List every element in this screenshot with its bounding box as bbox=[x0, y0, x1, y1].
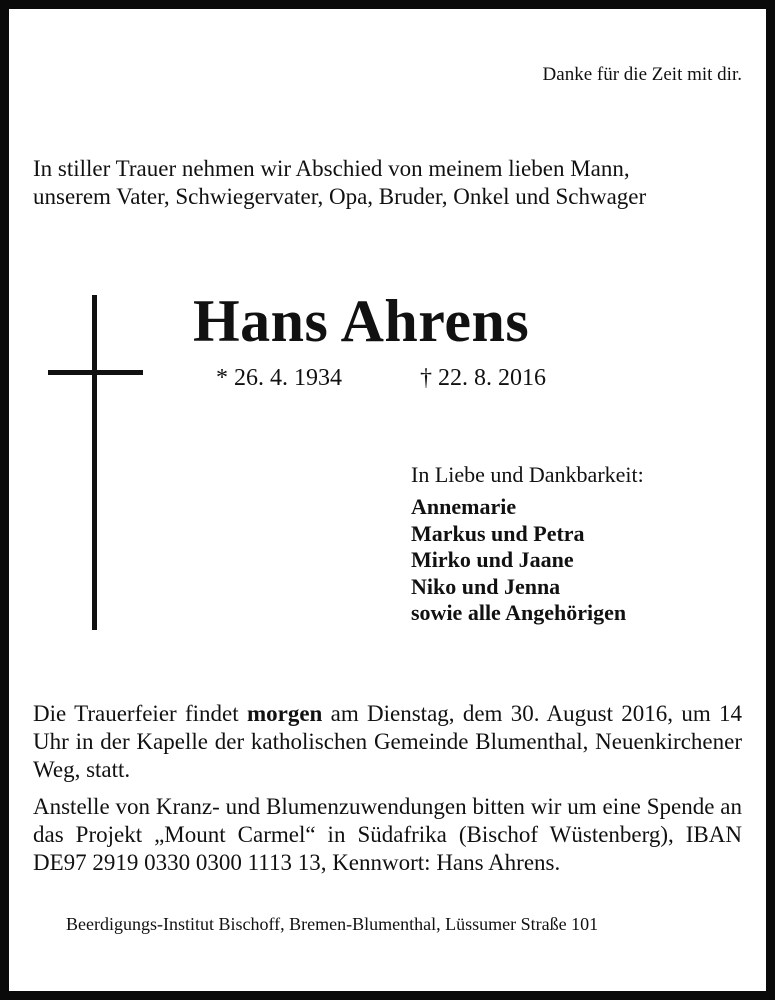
birth-date: * 26. 4. 1934 bbox=[216, 365, 342, 391]
service-emphasis: morgen bbox=[246, 701, 323, 726]
service-announcement bbox=[33, 700, 742, 784]
mourner-name: Markus und Petra bbox=[411, 520, 585, 546]
mourner-name: sowie alle Angehörigen bbox=[411, 600, 627, 625]
mourner-name: Annemarie bbox=[411, 494, 517, 519]
service-prefix: Die Trauerfeier findet bbox=[33, 701, 247, 726]
death-date: † 22. 8. 2016 bbox=[420, 365, 546, 391]
mourner-name: Niko und Jenna bbox=[411, 573, 561, 599]
donation-request: Anstelle von Kranz- und Blumenzuwendungen bitten wir um eine Spende an das Projekt „Mount Carmel“ in Südafrika (Bischof Wüstenberg), IBAN DE97 2919 0330 0300 1113 13, Kennwort: Hans Ahrens. bbox=[33, 794, 742, 875]
cross-horizontal-bar bbox=[48, 370, 143, 375]
mourners-list bbox=[411, 494, 644, 627]
service-suffix: am Dienstag, dem 30. August 2016, um 14 Uhr in der Kapelle der katholischen Gemeinde Blumenthal, Neuenkirchener Weg, statt. bbox=[33, 701, 743, 782]
mourners-heading: In Liebe und Dankbarkeit: bbox=[411, 462, 644, 487]
mourner-name: Mirko und Jaane bbox=[411, 547, 574, 572]
motto: Danke für die Zeit mit dir. bbox=[542, 64, 742, 85]
mourners-block bbox=[411, 461, 644, 627]
cross-vertical-bar bbox=[92, 295, 97, 630]
funeral-home-footer: Beerdigungs-Institut Bischoff, Bremen-Blumenthal, Lüssumer Straße 101 bbox=[66, 914, 599, 934]
deceased-name: Hans Ahrens bbox=[193, 288, 530, 354]
intro-text bbox=[33, 155, 646, 211]
intro-line-1: In stiller Trauer nehmen wir Abschied von meinem lieben Mann, bbox=[33, 156, 630, 181]
intro-line-2: unserem Vater, Schwiegervater, Opa, Bruder, Onkel und Schwager bbox=[33, 184, 647, 209]
